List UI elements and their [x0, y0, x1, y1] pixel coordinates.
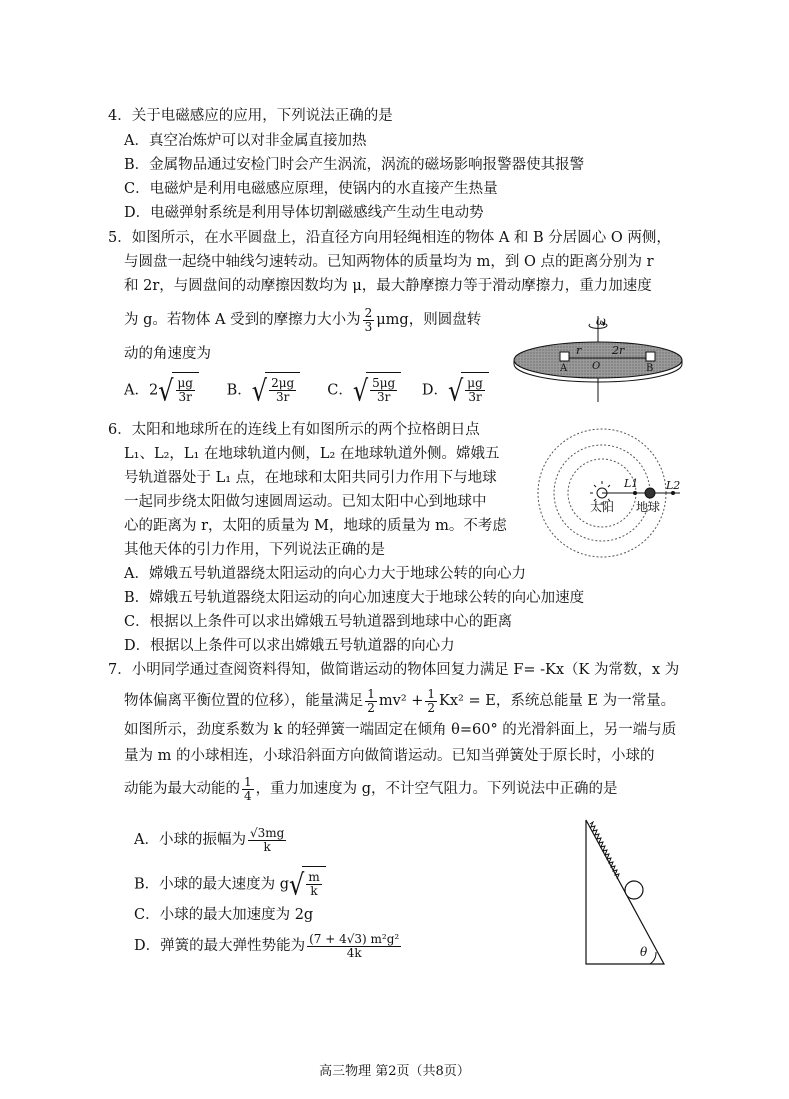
- q5-option-b: B．√ $\frac{2\mu g}{3r}$: [227, 372, 323, 409]
- q5-option-a: A．2√ $\frac{\mu g}{3r}$: [124, 372, 222, 409]
- q4-option-d: D．电磁弹射系统是利用导体切割磁感线产生动生电动势: [124, 205, 484, 221]
- q6-line-5: 心的距离为 r，太阳的质量为 M，地球的质量为 m。不考虑: [124, 518, 507, 534]
- q6-option-c: C．根据以上条件可以求出嫦娥五号轨道器到地球中心的距离: [124, 614, 513, 630]
- q6-l2-label: L2: [666, 479, 681, 492]
- q5-options: [124, 372, 489, 409]
- q5-line-4-text: 为 g。若物体 A 受到的摩擦力大小为: [124, 312, 361, 328]
- q7-option-b: B．小球的最大速度为 g√ $\frac{m}{k}$: [134, 866, 326, 903]
- q6-line-6: 其他天体的引力作用，下列说法正确的是: [124, 542, 385, 558]
- q7-line-2: 物体偏离平衡位置的位移），能量满足 $\frac{1}{2}$ mv² + $\frac{1}{2}$ Kx² = E，系统总能量 E 为一常量。: [124, 686, 676, 715]
- q5-line-4: [124, 305, 481, 335]
- q5-line-4-tail: μmg，则圆盘转: [376, 312, 482, 328]
- q4-option-a: A．真空冶炼炉可以对非金属直接加热: [124, 133, 367, 149]
- q7-line-4: 量为 m 的小球相连，小球沿斜面方向做简谐运动。已知当弹簧处于原长时，小球的: [124, 748, 655, 764]
- q5-option-d: D．√ $\frac{\mu g}{3r}$: [422, 372, 489, 409]
- q5-a-label: A: [560, 363, 568, 374]
- ball-icon: [625, 881, 643, 899]
- page-footer: 高三物理 第2页（共8页）: [319, 1064, 470, 1079]
- q6-line-1: 6．太阳和地球所在的连线上有如图所示的两个拉格朗日点: [108, 422, 480, 438]
- q5-line-5: 动的角速度为: [124, 346, 211, 362]
- q5-b-label: B: [646, 363, 654, 374]
- q7-incline-figure: [584, 818, 670, 968]
- q6-line-4: 一起同步绕太阳做匀速圆周运动。已知太阳中心到地球中: [124, 494, 487, 510]
- q7-line-3: 如图所示，劲度系数为 k 的轻弹簧一端固定在倾角 θ=60° 的光滑斜面上，另一端与质: [124, 722, 677, 738]
- q4-option-c: C．电磁炉是利用电磁感应原理，使锅内的水直接产生热量: [124, 181, 498, 197]
- q6-sun-label: 太阳: [590, 500, 615, 514]
- q5-omega-label: ω: [596, 314, 606, 328]
- q7-line-5: 动能为最大动能的 $\frac{1}{4}$ ，重力加速度为 g，不计空气阻力。下列说法中正确的是: [124, 774, 618, 803]
- spring-icon: [590, 822, 619, 879]
- q7-theta-label: θ: [640, 945, 648, 959]
- q6-option-d: D．根据以上条件可以求出嫦娥五号轨道器的向心力: [124, 638, 455, 654]
- q5-line-2: 与圆盘一起绕中轴线匀速转动。已知两物体的质量均为 m，到 O 点的距离分别为 r: [124, 254, 654, 270]
- q5-line-1: 5．如图所示，在水平圆盘上，沿直径方向用轻绳相连的物体 A 和 B 分居圆心 O 两侧，: [108, 230, 671, 246]
- q7-line-1: 7．小明同学通过查阅资料得知，做简谐运动的物体回复力满足 F= -Kx（K 为常数，x 为: [108, 662, 680, 678]
- q5-fraction-two-thirds: $\frac{2}{3}$: [364, 305, 373, 334]
- q5-option-c: C．√ $\frac{5\mu g}{3r}$: [327, 372, 417, 409]
- q6-option-b: B．嫦娥五号轨道器绕太阳运动的向心加速度大于地球公转的向心加速度: [124, 590, 585, 606]
- q6-option-a: A．嫦娥五号轨道器绕太阳运动的向心力大于地球公转的向心力: [124, 566, 526, 582]
- q5-o-label: O: [592, 361, 601, 372]
- q6-l1-label: L1: [624, 477, 639, 490]
- q5-2r-label: 2r: [612, 344, 625, 357]
- q7-option-c: C．小球的最大加速度为 2g: [134, 907, 314, 923]
- q5-r-label: r: [576, 344, 582, 357]
- q5-line-3: 和 2r，与圆盘间的动摩擦因数均为 μ，最大静摩擦力等于滑动摩擦力，重力加速度: [124, 278, 652, 294]
- q6-line-3: 号轨道器处于 L₁ 点，在地球和太阳共同引力作用下与地球: [124, 470, 497, 486]
- q6-line-2: L₁、L₂，L₁ 在地球轨道内侧，L₂ 在地球轨道外侧。嫦娥五: [124, 446, 500, 462]
- q7-option-a: A．小球的振幅为 $\frac{√3mg}{k}$: [134, 825, 285, 854]
- q7-option-d: D．弹簧的最大弹性势能为 $\frac{\text{(7 + 4√3) m²g²}}{4k}$: [134, 931, 400, 960]
- q4-option-b: B．金属物品通过安检门时会产生涡流，涡流的磁场影响报警器使其报警: [124, 157, 585, 173]
- q6-earth-label: 地球: [636, 500, 661, 514]
- q4-stem: 4．关于电磁感应的应用，下列说法正确的是: [108, 108, 393, 124]
